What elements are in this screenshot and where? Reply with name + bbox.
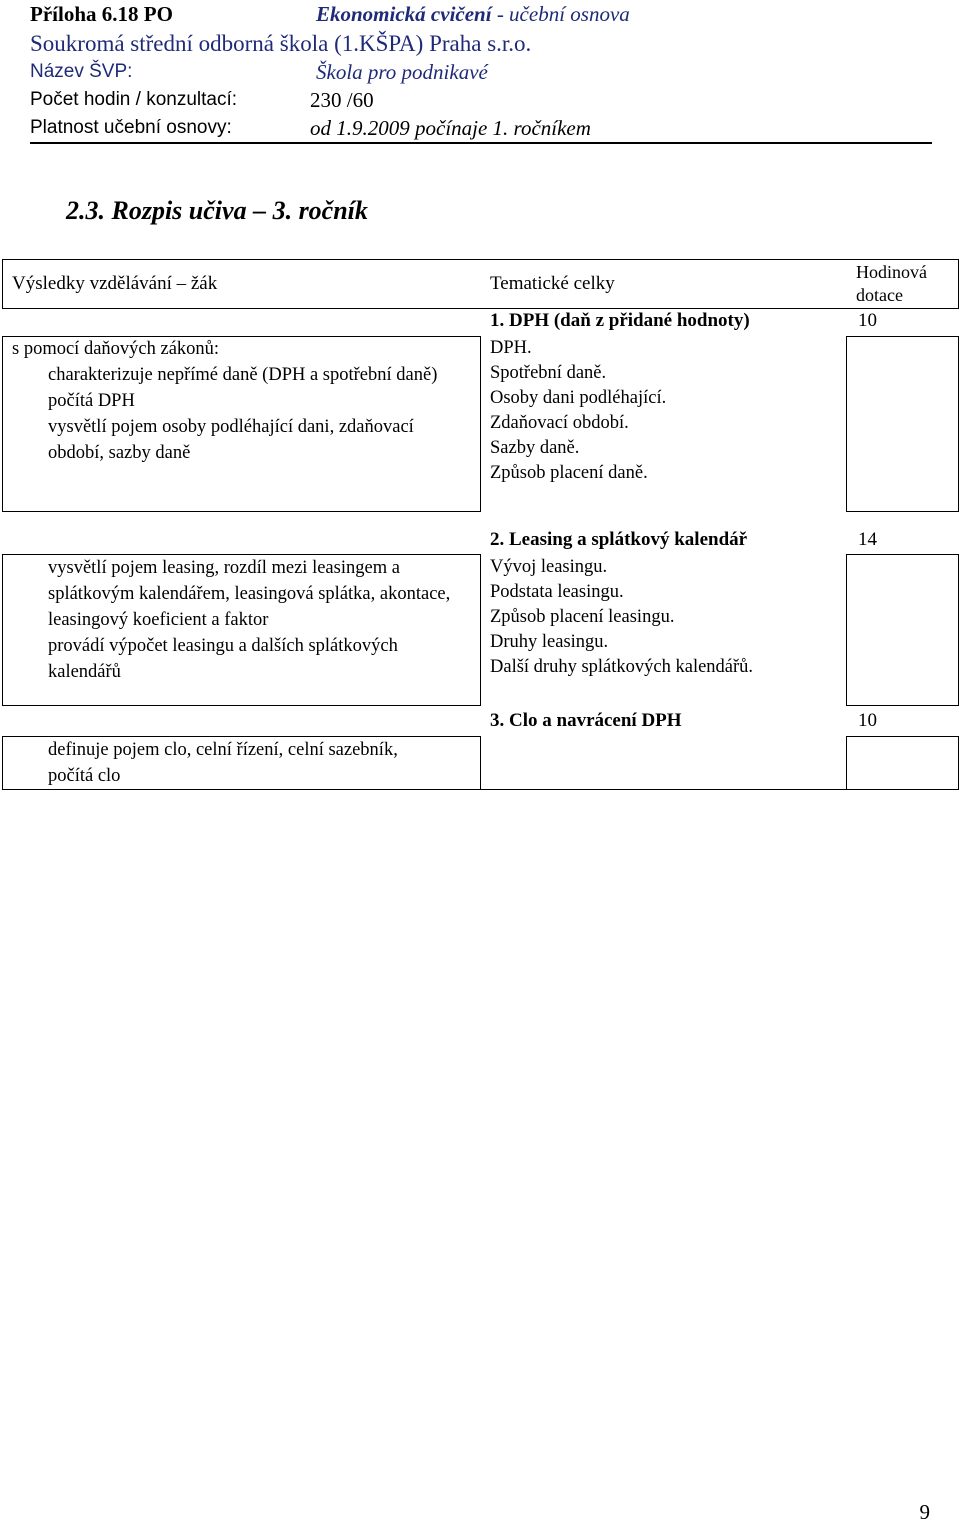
row3-hours-top <box>846 736 959 737</box>
row2-topic-5: Další druhy splátkových kalendářů. <box>490 657 754 677</box>
row1-hours-bottom <box>846 511 959 512</box>
row2-mid <box>480 554 481 706</box>
subject-title-line <box>316 2 630 26</box>
row1-outcome-1-dash <box>12 362 48 388</box>
row1-hours-top <box>846 336 959 337</box>
row3-outcome-1-dash <box>12 737 48 763</box>
row1-right <box>958 336 959 512</box>
col-header-hours-line1: Hodinová <box>856 262 927 282</box>
row2-outcomes <box>12 555 474 685</box>
row2-outcome-1-text: vysvětlí pojem leasing, rozdíl mezi leasingem a splátkovým kalendářem, leasingová splátka, akontace, leasingový koeficient a faktor <box>48 558 451 630</box>
row2-outcome-2-dash <box>12 633 48 659</box>
row3-outcome-2 <box>12 763 474 789</box>
table-right-border-head <box>958 259 959 308</box>
row1-outcome-2 <box>12 388 474 414</box>
row2-bottom <box>2 705 480 706</box>
row3-left <box>2 736 3 790</box>
header-rule <box>30 142 932 144</box>
row1-intro: s pomocí daňových zákonů: <box>12 339 220 359</box>
table-top-border <box>2 259 959 260</box>
row1-topic-1: DPH. <box>490 338 532 358</box>
row3-outcome-2-text: počítá clo <box>48 766 121 786</box>
row1-topic-3: Osoby dani podléhající. <box>490 388 667 408</box>
row1-mid <box>480 336 481 512</box>
row3-outcome-1-text: definuje pojem clo, celní řízení, celní sazebník, <box>48 740 398 760</box>
school-name: Soukromá střední odborná škola (1.KŠPA) Praha s.r.o. <box>30 31 532 56</box>
row3-hours-left <box>846 736 847 790</box>
row1-outcomes <box>12 336 474 466</box>
row2-topic-2: Podstata leasingu. <box>490 582 624 602</box>
hours-label: Počet hodin / konzultací: <box>30 89 238 110</box>
row3-hours: 10 <box>858 710 877 731</box>
svp-value: Škola pro podnikavé <box>316 60 488 84</box>
subject-title: Ekonomická cvičení <box>316 2 492 26</box>
row1-outcome-2-text: počítá DPH <box>48 391 135 411</box>
row2-outcome-1 <box>12 555 474 633</box>
row1-left <box>2 336 3 512</box>
col-header-hours <box>856 261 927 307</box>
col-header-hours-line2: dotace <box>856 285 903 305</box>
row3-topic-title: 3. Clo a navrácení DPH <box>490 710 682 731</box>
row1-topic-title: 1. DPH (daň z přidané hodnoty) <box>490 310 750 331</box>
row2-left <box>2 554 3 706</box>
row1-outcome-1-text: charakterizuje nepřímé daně (DPH a spotřební daně) <box>48 365 438 385</box>
row2-hours: 14 <box>858 529 877 550</box>
row3-outcome-1 <box>12 737 474 763</box>
row3-outcomes <box>12 737 474 789</box>
table-left-border-head <box>2 259 3 308</box>
validity-value: od 1.9.2009 počínaje 1. ročníkem <box>310 116 591 140</box>
appendix-label: Příloha 6.18 PO <box>30 2 173 26</box>
table-head-bottom <box>2 308 959 309</box>
col-header-topics: Tematické celky <box>490 273 615 294</box>
row1-topic-4: Zdaňovací období. <box>490 413 629 433</box>
row1-hours-left <box>846 336 847 512</box>
row2-hours-top <box>846 554 959 555</box>
row2-outcome-1-dash <box>12 555 48 581</box>
page-number: 9 <box>919 1500 930 1524</box>
row1-topic-5: Sazby daně. <box>490 438 580 458</box>
row2-topic-3: Způsob placení leasingu. <box>490 607 675 627</box>
row3-right <box>958 736 959 790</box>
row1-outcome-3 <box>12 414 474 466</box>
svp-label: Název ŠVP: <box>30 61 133 82</box>
row3-bottom <box>2 789 959 790</box>
validity-label: Platnost učební osnovy: <box>30 117 232 138</box>
row1-topic-2: Spotřební daně. <box>490 363 607 383</box>
row2-outcome-2 <box>12 633 474 685</box>
row2-topic-1: Vývoj leasingu. <box>490 557 608 577</box>
row2-outcome-2-text: provádí výpočet leasingu a dalších splátkových kalendářů <box>48 636 398 682</box>
row3-outcome-2-dash <box>12 763 48 789</box>
subject-suffix: - učební osnova <box>491 2 630 26</box>
section-title: 2.3. Rozpis učiva – 3. ročník <box>66 196 368 225</box>
row1-topic-6: Způsob placení daně. <box>490 463 648 483</box>
hours-value: 230 /60 <box>310 88 374 112</box>
row1-bottom <box>2 511 480 512</box>
row1-outcome-1 <box>12 362 474 388</box>
row3-mid <box>480 736 481 790</box>
row2-right <box>958 554 959 706</box>
row2-topic-title: 2. Leasing a splátkový kalendář <box>490 529 748 550</box>
row1-outcome-2-dash <box>12 388 48 414</box>
row2-hours-left <box>846 554 847 706</box>
row2-hours-bottom <box>846 705 959 706</box>
row1-outcome-3-dash <box>12 414 48 440</box>
row1-outcome-3-text: vysvětlí pojem osoby podléhající dani, zdaňovací období, sazby daně <box>48 417 414 463</box>
row2-topic-4: Druhy leasingu. <box>490 632 609 652</box>
col-header-outcomes: Výsledky vzdělávání – žák <box>12 273 218 294</box>
row1-hours: 10 <box>858 310 877 331</box>
